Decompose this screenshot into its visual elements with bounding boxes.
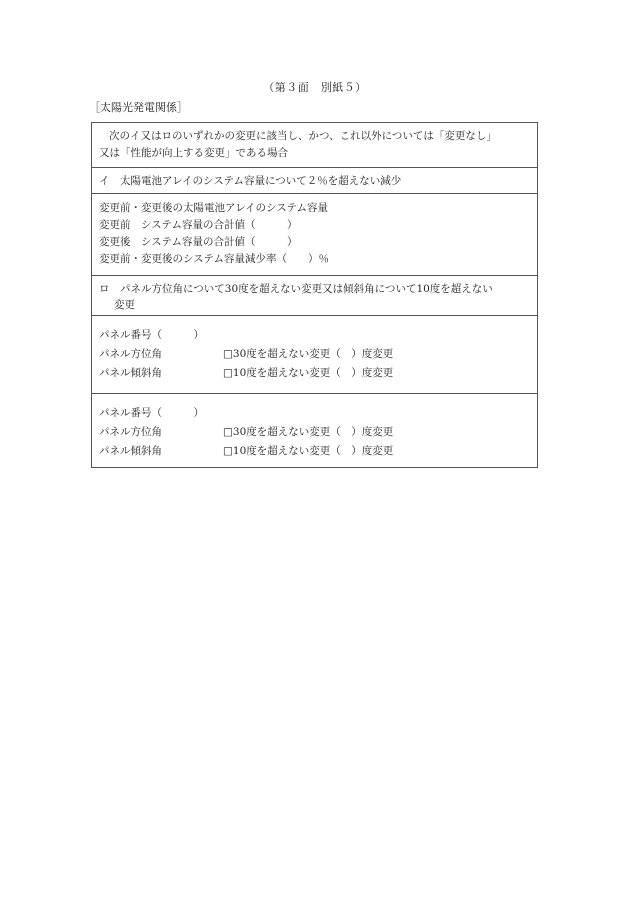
intro-line-2: 又は「性能が向上する変更」である場合 — [99, 147, 288, 159]
capacity-title: 変更前・変更後の太陽電池アレイのシステム容量 — [99, 202, 329, 214]
panel-tilt-label: パネル傾斜角 — [99, 445, 162, 457]
tilt-option-text: 10度を超えない変更（ ）度変更 — [232, 445, 394, 457]
panel-section-2 — [92, 394, 537, 467]
panel-tilt-row — [99, 364, 530, 383]
item-i-text: イ 太陽電池アレイのシステム容量について２％を超えない減少 — [99, 175, 402, 187]
intro-section — [92, 123, 537, 168]
panel-section-1 — [92, 316, 537, 394]
azimuth-option-text: 30度を超えない変更（ ）度変更 — [232, 348, 394, 360]
tilt-checkbox[interactable]: □ — [223, 445, 233, 457]
panel-number-label: パネル番号（ ） — [99, 329, 204, 341]
panel-azimuth-row — [99, 345, 530, 364]
tilt-option-text: 10度を超えない変更（ ）度変更 — [232, 367, 394, 379]
capacity-after: 変更後 システム容量の合計値（ ） — [99, 236, 298, 248]
page-title: （第３面 別紙５） — [263, 81, 367, 94]
panel-azimuth-label: パネル方位角 — [99, 426, 162, 438]
azimuth-option-text: 30度を超えない変更（ ）度変更 — [232, 426, 394, 438]
capacity-before: 変更前 システム容量の合計値（ ） — [99, 219, 298, 231]
form-box — [91, 122, 538, 468]
section-label: ［太陽光発電関係］ — [89, 101, 188, 114]
panel-tilt-label: パネル傾斜角 — [99, 367, 162, 379]
panel-tilt-row — [99, 442, 530, 461]
azimuth-checkbox[interactable]: □ — [223, 348, 233, 360]
azimuth-checkbox[interactable]: □ — [223, 426, 233, 438]
tilt-checkbox[interactable]: □ — [223, 367, 233, 379]
panel-azimuth-label: パネル方位角 — [99, 348, 162, 360]
item-ro-line-1: ロ パネル方位角について30度を超えない変更又は傾斜角について10度を超えない — [99, 283, 493, 295]
panel-number-label: パネル番号（ ） — [99, 407, 204, 419]
item-ro-line-2: 変更 — [114, 299, 135, 311]
capacity-reduction-rate: 変更前・変更後のシステム容量減少率（ ）％ — [99, 253, 329, 265]
intro-line-1: 次のイ又はロのいずれかの変更に該当し、かつ、これ以外については「変更なし」 — [109, 130, 497, 142]
item-ro-section — [92, 276, 537, 316]
panel-azimuth-row — [99, 423, 530, 442]
item-i-section — [92, 168, 537, 194]
capacity-section — [92, 194, 537, 276]
